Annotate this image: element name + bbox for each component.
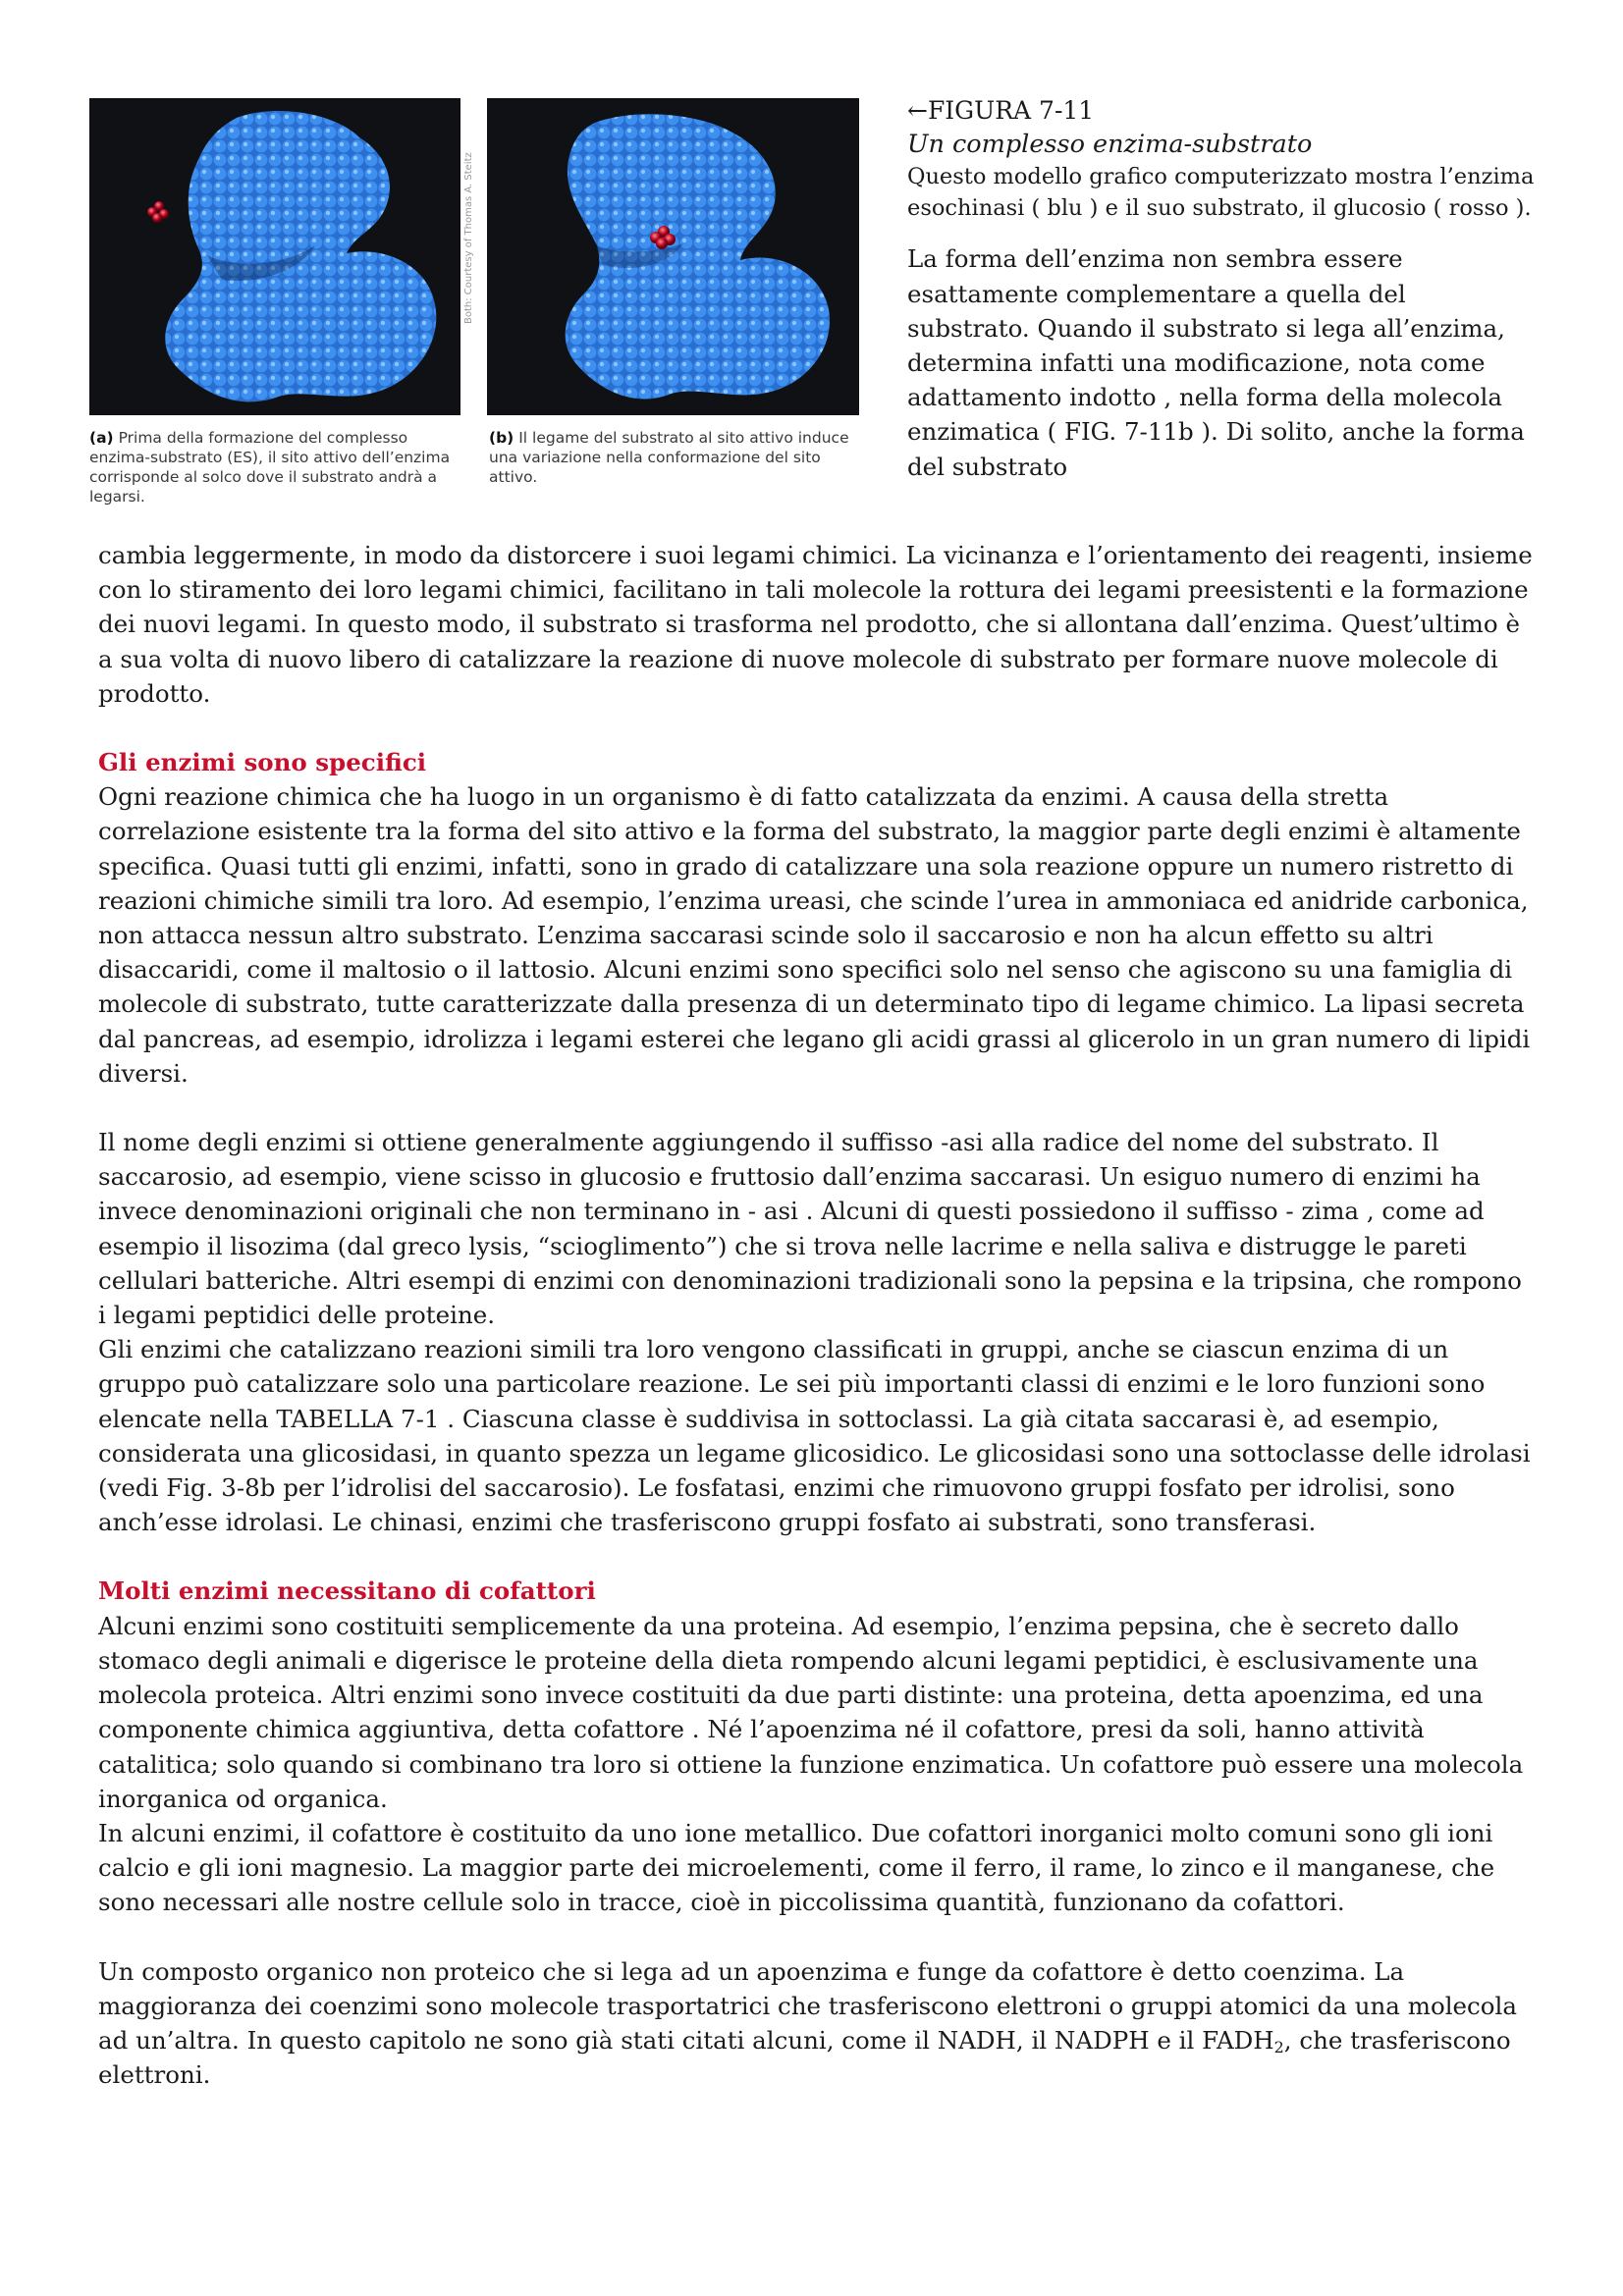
section-heading-specificity: Gli enzimi sono specifici (98, 748, 427, 777)
intro-continuation: cambia leggermente, in modo da distorcere i suoi legami chimici. La vicinanza e l’orientamento dei reagenti, insieme con lo stiramento dei loro legami chimici, facilitano in tali molecole la rottura dei legami preesistenti e la formazione dei nuovi legami. In questo modo, il substrato si trasforma nel prodotto, che si allontana dall’enzima. Quest’ultimo è a sua volta di nuovo libero di catalizzare la reazione di nuove molecole di substrato per formare nuove molecole di prodotto. (98, 541, 1533, 708)
paragraph: Gli enzimi che catalizzano reazioni simili tra loro vengono classificati in gruppi, anche se ciascun enzima di un gruppo può catalizzare solo una particolare reazione. Le sei più importanti classi di enzimi e le loro funzioni sono elencate nella TABELLA 7-1 . Ciascuna classe è suddivisa in sottoclassi. La già citata saccarasi è, ad esempio, considerata una glicosidasi, in quanto spezza un legame glicosidico. Le glicosidasi sono una sottoclasse delle idrolasi (vedi Fig. 3-8b per l’idrolisi del saccarosio). Le fosfatasi, enzimi che rimuovono gruppi fosfato per idrolisi, sono anch’esse idrolasi. Le chinasi, enzimi che trasferiscono gruppi fosfato ai substrati, sono transferasi. (98, 1335, 1531, 1537)
figure-description: Questo modello grafico computerizzato mostra l’enzima esochinasi ( blu ) e il suo substrato, il glucosio ( rosso ). (907, 164, 1535, 221)
paragraph: Il nome degli enzimi si ottiene generalmente aggiungendo il suffisso -asi alla radice del nome del substrato. Il saccarosio, ad esempio, viene scisso in glucosio e fruttosio dall’enzima saccarasi. Un esiguo numero di enzimi ha invece denominazioni originali che non terminano in - asi . Alcuni di questi possiedono il suffisso - zima , come ad esempio il lisozima (dal greco lysis, “scioglimento”) che si trova nelle lacrime e nella saliva e distrugge le pareti cellulari batteriche. Altri esempi di enzimi con denominazioni tradizionali sono la pepsina e la tripsina, che rompono i legami peptidici delle proteine. (98, 1128, 1522, 1330)
intro-sidebar-text: La forma dell’enzima non sembra essere esattamente complementare a quella del substrato. Quando il substrato si lega all’enzima, determina infatti una modificazione, nota come adattamento indotto , nella forma della molecola enzimatica ( FIG. 7-11b ). Di solito, anche la forma del substrato (907, 244, 1525, 481)
main-text (98, 538, 1537, 2092)
figure-panel-a (89, 98, 460, 415)
figure-label-text: FIGURA 7-11 (927, 96, 1095, 125)
caption-a (89, 428, 462, 507)
caption-b-text: Il legame del substrato al sito attivo induce una variazione nella conformazione del sito attivo. (489, 429, 849, 486)
paragraph-coenzymes-end: , che trasferiscono elettroni. (98, 2025, 1511, 2090)
figure-sidebar (907, 93, 1536, 484)
paragraph-coenzymes (98, 1954, 1537, 2093)
enzyme-model-image-b (487, 98, 859, 415)
photo-credit: Both: Courtesy of Thomas A. Steitz (463, 152, 474, 324)
paragraph-coenzymes-text: Un composto organico non proteico che si lega ad un apoenzima e funge da cofattore è detto coenzima. La maggioranza dei coenzimi sono molecole trasportatrici che trasferiscono elettroni o gruppi atomici da una molecola ad un’altra. In questo capitolo ne sono già stati citati alcuni, come il NADH, il NADPH e il FADH (98, 1956, 1517, 2055)
arrow-left-icon: ← (907, 96, 928, 125)
enzyme-model-image-a (89, 98, 460, 415)
caption-a-tag: (a) (89, 429, 114, 447)
paragraph: Alcuni enzimi sono costituiti semplicemente da una proteina. Ad esempio, l’enzima pepsina, che è secreto dallo stomaco degli animali e digerisce le proteine della dieta rompendo alcuni legami peptidici, è esclusivamente una molecola proteica. Altri enzimi sono invece costituiti da due parti distinte: una proteina, detta apoenzima, ed una componente chimica aggiuntiva, detta cofattore . Né l’apoenzima né il cofattore, presi da soli, hanno attività catalitica; solo quando si combinano tra loro si ottiene la funzione enzimatica. Un cofattore può essere una molecola inorganica od organica. (98, 1611, 1524, 1813)
section-heading-cofactors: Molti enzimi necessitano di cofattori (98, 1576, 596, 1606)
subscript: 2 (1273, 2037, 1284, 2056)
caption-b (489, 428, 852, 487)
paragraph: Ogni reazione chimica che ha luogo in un organismo è di fatto catalizzata da enzimi. A causa della stretta correlazione esistente tra la forma del sito attivo e la forma del substrato, la maggior parte degli enzimi è altamente specifica. Quasi tutti gli enzimi, infatti, sono in grado di catalizzare una sola reazione oppure un numero ristretto di reazioni chimiche simili tra loro. Ad esempio, l’enzima ureasi, che scinde l’urea in ammoniaca ed anidride carbonica, non attacca nessun altro substrato. L’enzima saccarasi scinde solo il saccarosio e non ha alcun effetto su altri disaccaridi, come il maltosio o il lattosio. Alcuni enzimi sono specifici solo nel senso che agiscono su una famiglia di molecole di substrato, tutte caratterizzate dalla presenza di un determinato tipo di legame chimico. La lipasi secreta dal pancreas, ad esempio, idrolizza i legami esterei che legano gli acidi grassi al glicerolo in un gran numero di lipidi diversi. (98, 782, 1531, 1088)
paragraph: In alcuni enzimi, il cofattore è costituito da uno ione metallico. Due cofattori inorganici molto comuni sono gli ioni calcio e gli ioni magnesio. La maggior parte dei microelementi, come il ferro, il rame, lo zinco e il manganese, che sono necessari alle nostre cellule solo in tracce, cioè in piccolissima quantità, funzionano da cofattori. (98, 1818, 1495, 1917)
figure-panel-b (487, 98, 859, 415)
figure-title: Un complesso enzima-substrato (907, 130, 1313, 160)
caption-b-tag: (b) (489, 429, 514, 447)
caption-a-text: Prima della formazione del complesso enzima-substrato (ES), il sito attivo dell’enzima corrisponde al solco dove il substrato andrà a legarsi. (89, 429, 451, 506)
figure-label (907, 93, 1536, 128)
